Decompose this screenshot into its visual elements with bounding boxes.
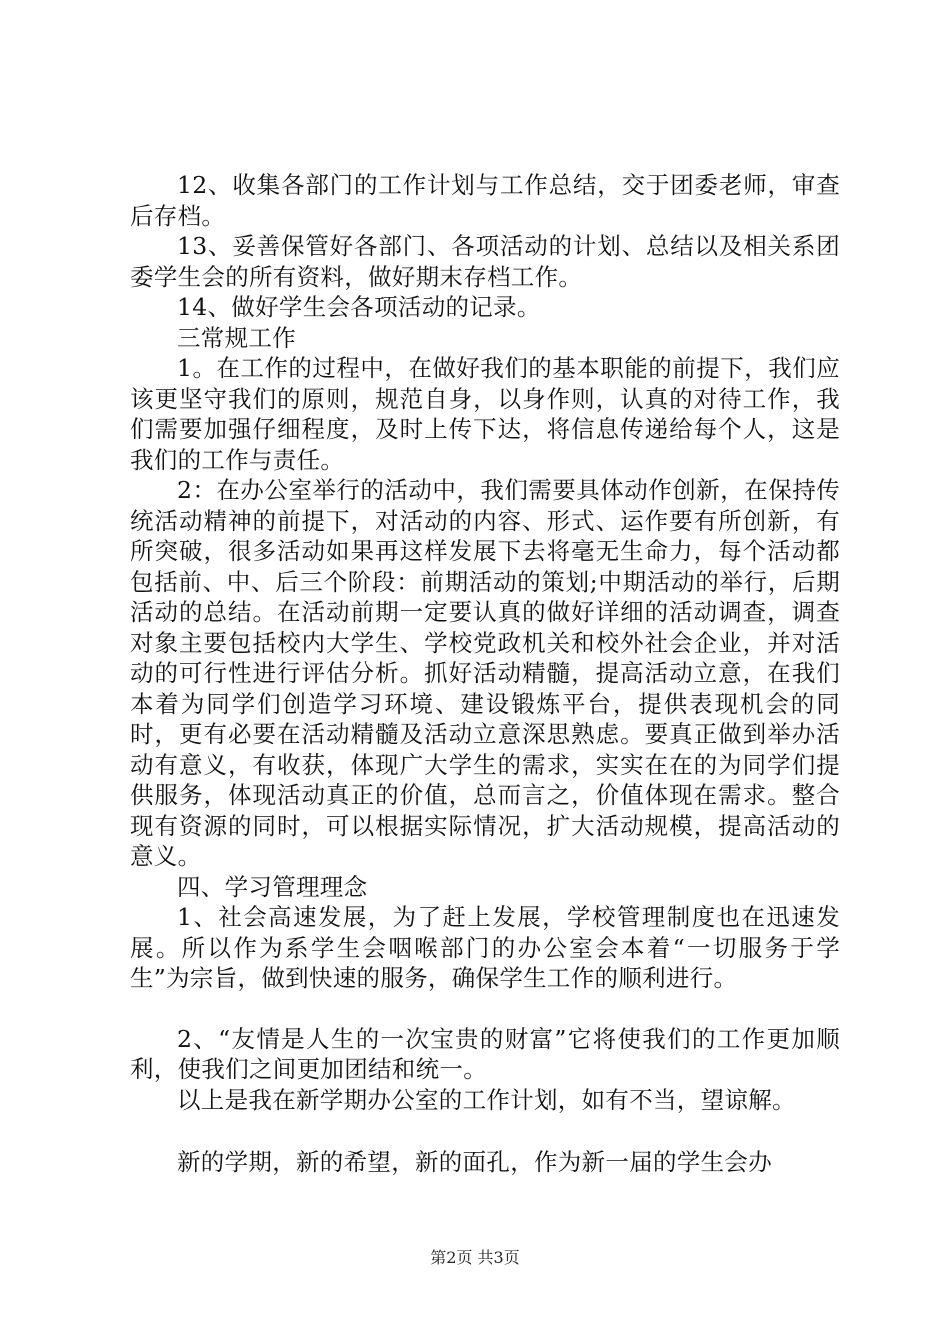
paragraph-management-1: 1、社会高速发展，为了赶上发展，学校管理制度也在迅速发展。所以作为系学生会咽喉部门的办公室会本着“一切服务于学生”为宗旨，做到快速的服务，确保学生工作的顺利进行。 [130, 903, 840, 992]
section-heading-routine-work: 三常规工作 [177, 323, 296, 352]
paragraph-item-14: 14、做好学生会各项活动的记录。 [177, 293, 541, 321]
section-heading-management-concept: 四、学习管理理念 [177, 872, 368, 901]
paragraph-management-2: 2、“友情是人生的一次宝贵的财富”它将使我们的工作更加顺利，使我们之间更加团结和统一。 [130, 1024, 840, 1083]
paragraph-routine-1: 1。在工作的过程中，在做好我们的基本职能的前提下，我们应该更坚守我们的原则，规范自身，以身作则，认真的对待工作，我们需要加强仔细程度，及时上传下达，将信息传递给每个人，这是我们的工作与责任。 [130, 354, 840, 474]
document-body [130, 170, 840, 1178]
paragraph-item-13: 13、妥善保管好各部门、各项活动的计划、总结以及相关系团委学生会的所有资料，做好期末存档工作。 [130, 232, 840, 291]
paragraph-item-12: 12、收集各部门的工作计划与工作总结，交于团委老师，审查后存档。 [130, 171, 840, 230]
paragraph-closing: 以上是我在新学期办公室的工作计划，如有不当，望谅解。 [177, 1085, 796, 1114]
paragraph-routine-2: 2：在办公室举行的活动中，我们需要具体动作创新，在保持传统活动精神的前提下，对活动的内容、形式、运作要有所创新，有所突破，很多活动如果再这样发展下去将毫无生命力，每个活动都包括前、中、后三个阶段：前期活动的策划;中期活动的举行，后期活动的总结。在活动前期一定要认真的做好详细的活动调查，调查对象主要包括校内大学生、学校党政机关和校外社会企业，并对活动的可行性进行评估分析。抓好活动精髓，提高活动立意，在我们本着为同学们创造学习环境、建设锻炼平台，提供表现机会的同时，更有必要在活动精髓及活动立意深思熟虑。要真正做到举办活动有意义，有收获，体现广大学生的需求，实实在在的为同学们提供服务，体现活动真正的价值，总而言之，价值体现在需求。整合现有资源的同时，可以根据实际情况，扩大活动规模，提高活动的意义。 [130, 476, 840, 870]
paragraph-next-section-start: 新的学期，新的希望，新的面孔，作为新一届的学生会办 [177, 1148, 772, 1176]
page-number-footer: 第2页 共3页 [430, 1248, 520, 1267]
